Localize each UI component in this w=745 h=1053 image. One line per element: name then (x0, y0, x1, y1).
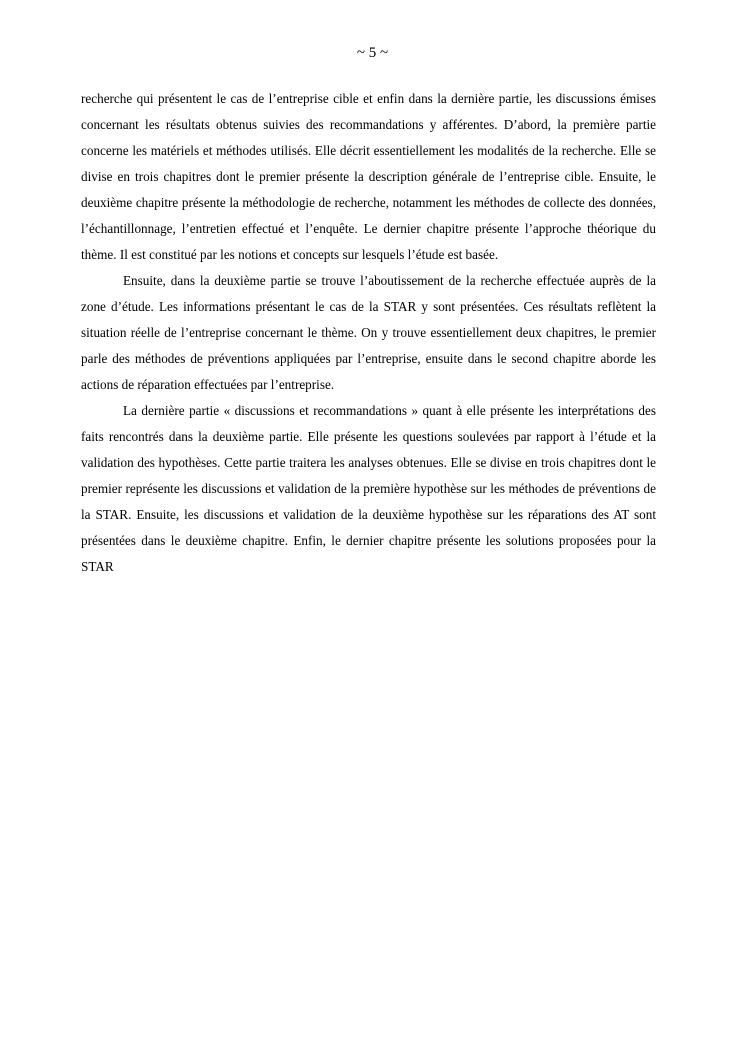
page-number: ~ 5 ~ (356, 45, 389, 61)
paragraph-intro-continuation: recherche qui présentent le cas de l’entreprise cible et enfin dans la dernière partie, les discussions émises concernant les résultats obtenus suivies des recommandations y afférentes. D’abord, la première partie concerne les matériels et méthodes utilisés. Elle décrit essentiellement les modalités de la recherche. Elle se divise en trois chapitres dont le premier présente la description générale de l’entreprise cible. Ensuite, le deuxième chapitre présente la méthodologie de recherche, notamment les méthodes de collecte des données, l’échantillonnage, l’entretien effectué et l’enquête. Le dernier chapitre présente l’approche théorique du thème. Il est constitué par les notions et concepts sur lesquels l’étude est basée. (81, 91, 656, 262)
paragraph-second-part: Ensuite, dans la deuxième partie se trouve l’aboutissement de la recherche effectuée auprès de la zone d’étude. Les informations présentant le cas de la STAR y sont présentées. Ces résultats reflètent la situation réelle de l’entreprise concernant le thème. On y trouve essentiellement deux chapitres, le premier parle des méthodes de préventions appliquées par l’entreprise, ensuite dans le second chapitre aborde les actions de réparation effectuées par l’entreprise. (81, 273, 656, 392)
document-body (81, 86, 656, 580)
paragraph-last-part: La dernière partie « discussions et recommandations » quant à elle présente les interprétations des faits rencontrés dans la deuxième partie. Elle présente les questions soulevées par rapport à l’étude et la validation des hypothèses. Cette partie traitera les analyses obtenues. Elle se divise en trois chapitres dont le premier représente les discussions et validation de la première hypothèse sur les méthodes de préventions de la STAR. Ensuite, les discussions et validation de la deuxième hypothèse sur les réparations des AT sont présentées dans le deuxième chapitre. Enfin, le dernier chapitre présente les solutions proposées pour la STAR (81, 403, 656, 574)
